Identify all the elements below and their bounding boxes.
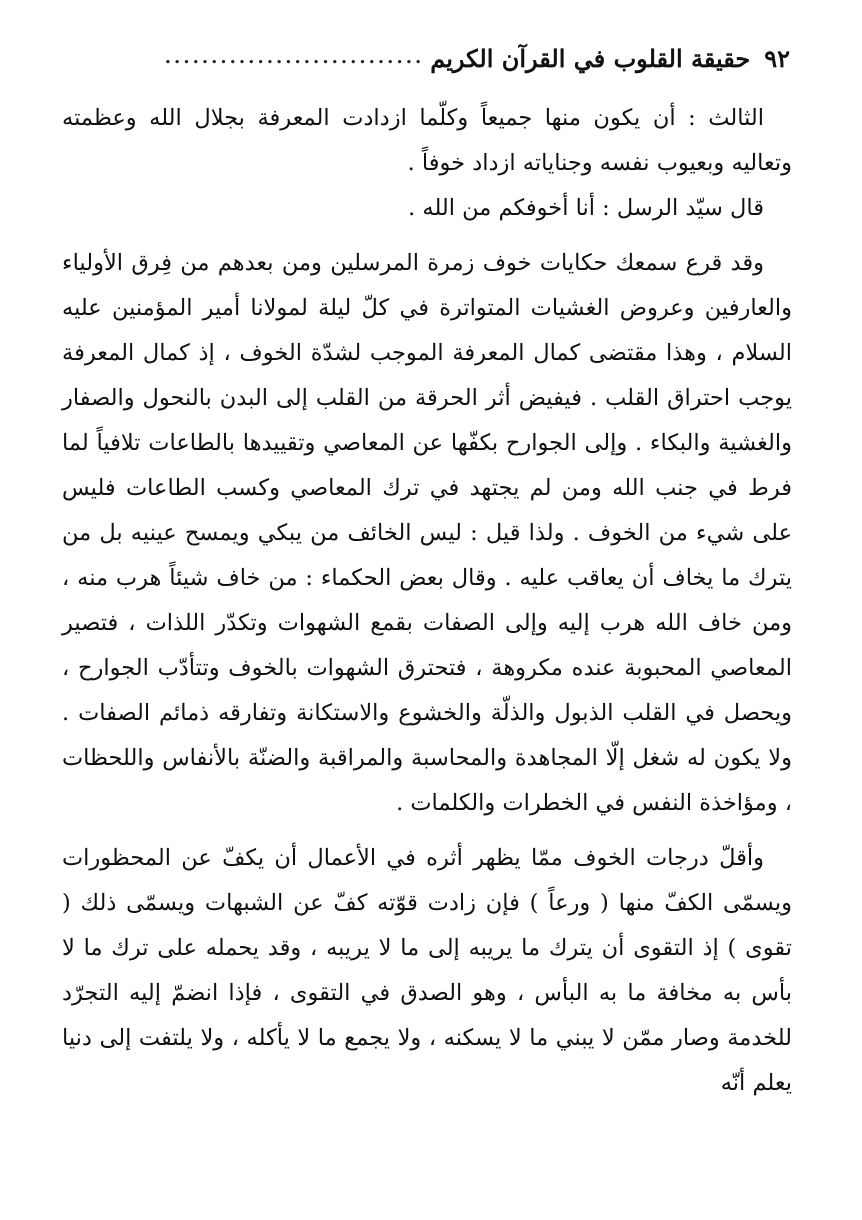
paragraph-degrees-of-fear: وأقلّ درجات الخوف ممّا يظهر أثره في الأعمال أن يكفّ عن المحظورات ويسمّى الكفّ منها ( ورعاً ) فإن زادت قوّته كفّ عن الشبهات ويسمّى ذلك ( تقوى ) إذ التقوى أن يترك ما يريبه إلى ما لا يريبه ، وقد يحمله على ترك ما لا بأس به مخافة ما به البأس ، وهو الصدق في التقوى ، فإذا انضمّ إليه التجرّد للخدمة وصار ممّن لا يبني ما لا يسكنه ، ولا يجمع ما لا يأكله ، ولا يلتفت إلى دنيا يعلم أنّه [62, 845, 792, 1096]
header-leader-dots: ............................ [164, 49, 425, 67]
paragraph-third-level: الثالث : أن يكون منها جميعاً وكلّما ازدادت المعرفة بجلال الله وعظمته وتعاليه وبعيوب نفسه وجناياته ازداد خوفاً . [62, 105, 792, 176]
page-number: ٩٢ [764, 43, 790, 73]
paragraph-prophet-quote: قال سيّد الرسل : أنا أخوفكم من الله . [408, 195, 764, 221]
paragraph-stories-of-fear: وقد قرع سمعك حكايات خوف زمرة المرسلين ومن بعدهم من فِرق الأولياء والعارفين وعروض الغشيات المتواترة في كلّ ليلة لمولانا أمير المؤمنين عليه السلام ، وهذا مقتضى كمال المعرفة الموجب لشدّة الخوف ، إذ كمال المعرفة يوجب احتراق القلب . فيفيض أثر الحرقة من القلب إلى البدن بالنحول والصفار والغشية والبكاء . وإلى الجوارح بكفّها عن المعاصي وتقييدها بالطاعات تلافياً لما فرط في جنب الله ومن لم يجتهد في ترك المعاصي وكسب الطاعات فليس على شيء من الخوف . ولذا قيل : ليس الخائف من يبكي ويمسح عينيه بل من يترك ما يخاف أن يعاقب عليه . وقال بعض الحكماء : من خاف شيئاً هرب منه ، ومن خاف الله هرب إليه وإلى الصفات بقمع الشهوات وتكدّر اللذات ، فتصير المعاصي المحبوبة عنده مكروهة ، فتحترق الشهوات بالخوف وتتأدّب الجوارح ، ويحصل في القلب الذبول والذلّة والخشوع والاستكانة وتفارقه ذمائم الصفات . ولا يكون له شغل إلّا المجاهدة والمحاسبة والمراقبة والضنّة بالأنفاس واللحظات ، ومؤاخذة النفس في الخطرات والكلمات . [62, 250, 792, 816]
running-title: حقيقة القلوب في القرآن الكريم [430, 43, 751, 73]
page-header [70, 38, 790, 78]
page-body [62, 96, 792, 1106]
